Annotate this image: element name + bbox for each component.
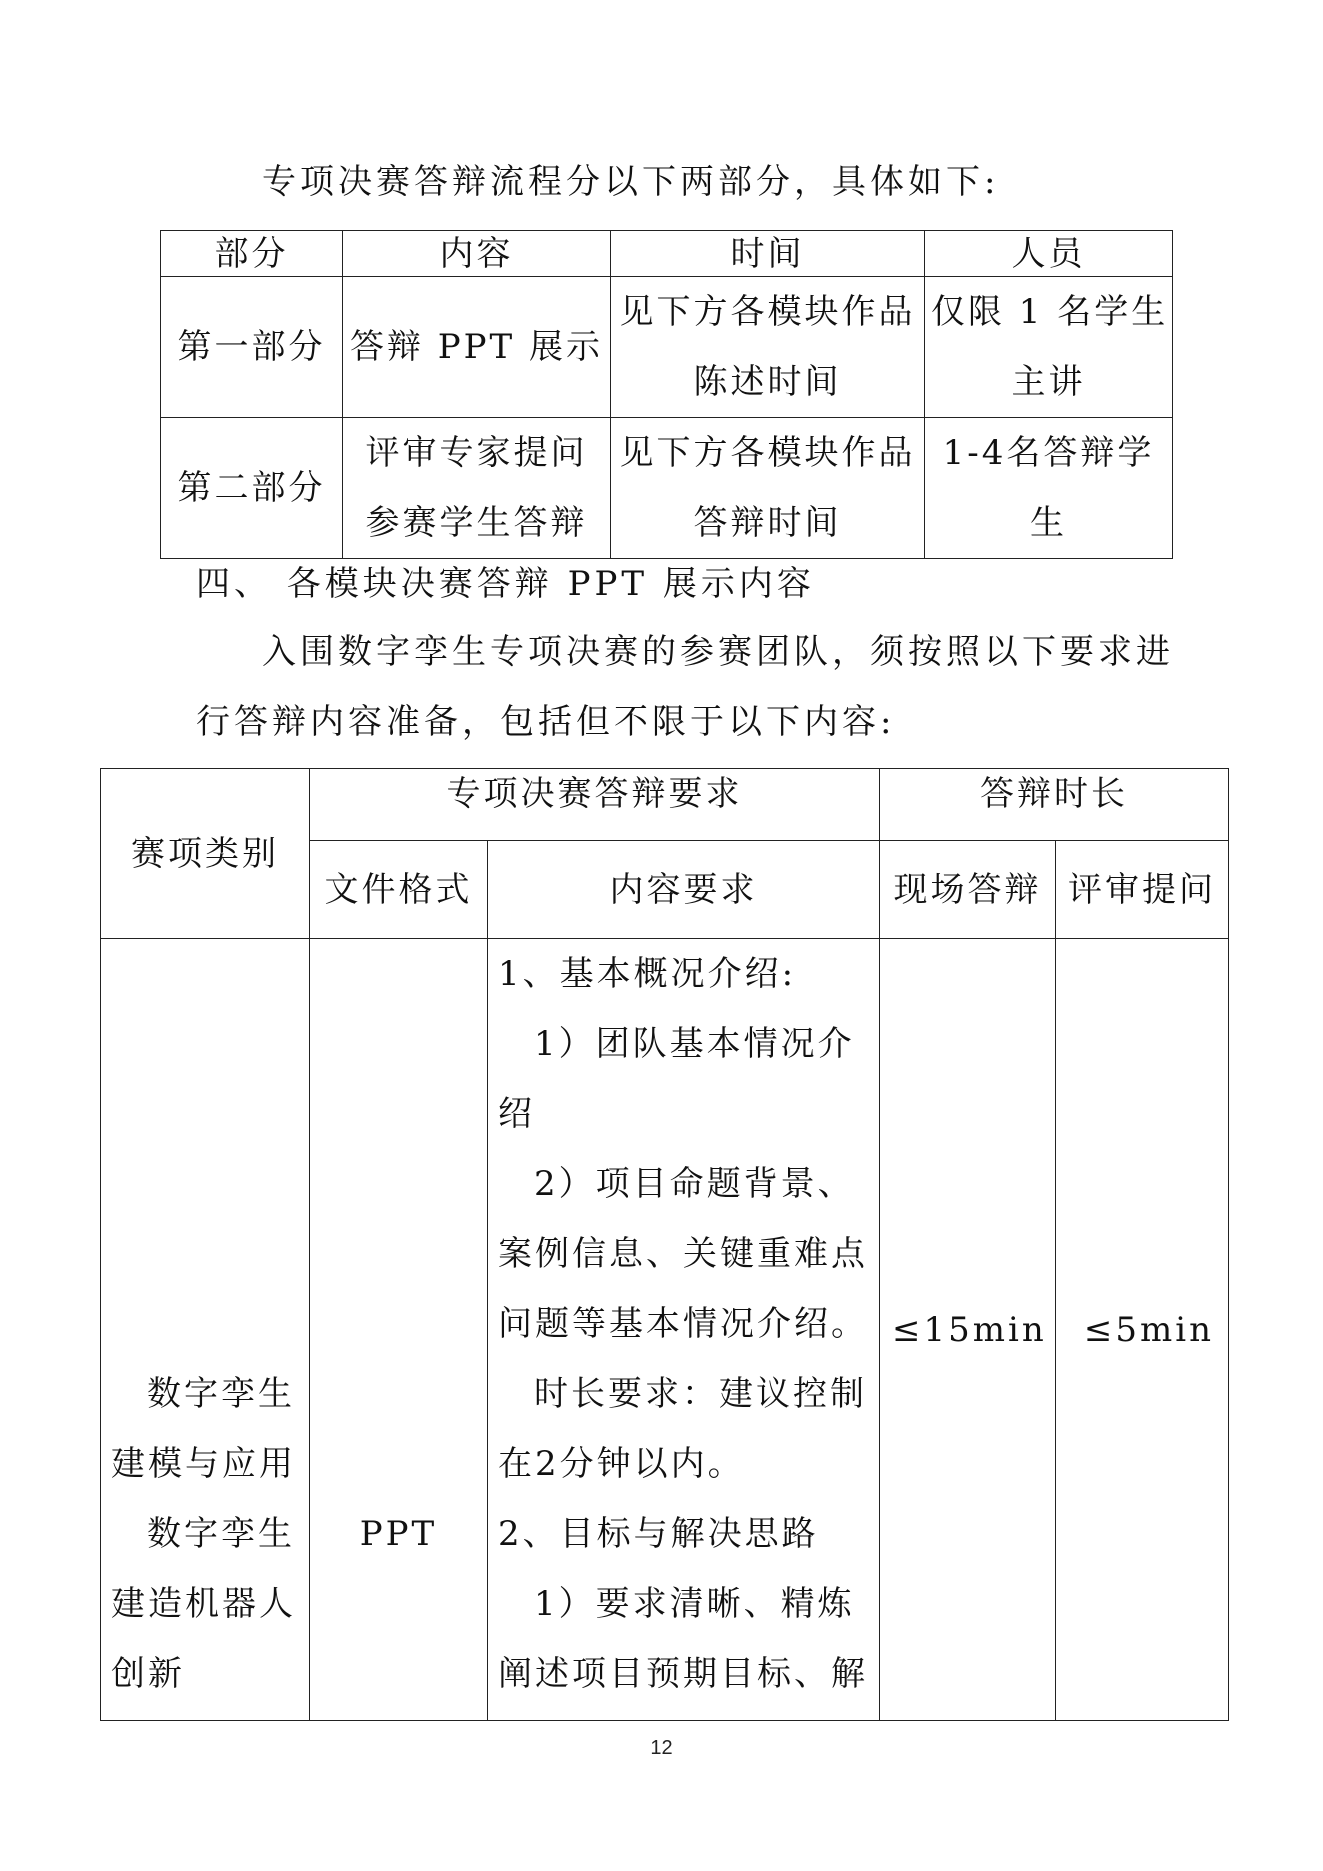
row1-time-line1: 见下方各模块作品 (619, 292, 916, 332)
header-duration-group: 答辩时长 (880, 769, 1229, 841)
content-line: 时长要求：建议控制 (534, 1374, 867, 1414)
content-line: 1、基本概况介绍: (498, 954, 797, 994)
row1-people-line1: 仅限 1 名学生 (931, 292, 1169, 332)
row1-time (611, 277, 925, 418)
row2-people-line2: 生 (1030, 503, 1067, 543)
category-line3: 数字孪生 (147, 1514, 295, 1554)
row1-people-line2: 主讲 (1011, 362, 1086, 402)
header-format: 文件格式 (310, 841, 488, 939)
category-line5: 创新 (111, 1654, 185, 1694)
row2-time-line2: 答辩时间 (693, 503, 842, 543)
category-cell (101, 939, 310, 1721)
content-requirements-cell (488, 939, 880, 1721)
process-table-row (161, 277, 1173, 418)
content-line: 2、目标与解决思路 (498, 1514, 819, 1554)
row1-content: 答辩 PPT 展示 (343, 277, 611, 418)
row2-time (611, 418, 925, 559)
section4-paragraph-line1: 入围数字孪生专项决赛的参赛团队，须按照以下要求进 (262, 632, 1174, 672)
process-table (160, 230, 1173, 559)
section4-paragraph-line2: 行答辩内容准备，包括但不限于以下内容: (196, 702, 896, 742)
row2-content-line1: 评审专家提问 (365, 433, 588, 473)
format-cell: PPT (310, 939, 488, 1721)
content-line: 在2分钟以内。 (498, 1444, 745, 1484)
header-content-req: 内容要求 (488, 841, 880, 939)
review-duration-cell: ≤5min (1056, 939, 1229, 1721)
header-people: 人员 (925, 231, 1173, 277)
process-table-header-row (161, 231, 1173, 277)
header-review: 评审提问 (1056, 841, 1229, 939)
category-line4: 建造机器人 (111, 1584, 296, 1624)
category-line2: 建模与应用 (111, 1444, 296, 1484)
header-onsite: 现场答辩 (880, 841, 1056, 939)
row2-people (925, 418, 1173, 559)
requirements-table (100, 768, 1229, 1721)
content-line: 问题等基本情况介绍。 (498, 1304, 868, 1344)
content-line: 案例信息、关键重难点 (498, 1234, 868, 1274)
row2-content-line2: 参赛学生答辩 (365, 503, 588, 543)
row2-part: 第二部分 (161, 418, 343, 559)
content-line: 2）项目命题背景、 (534, 1164, 855, 1204)
intro-paragraph: 专项决赛答辩流程分以下两部分，具体如下: (262, 162, 1000, 202)
header-part: 部分 (161, 231, 343, 277)
header-content: 内容 (343, 231, 611, 277)
header-category: 赛项类别 (101, 769, 310, 939)
header-requirements-group: 专项决赛答辩要求 (310, 769, 880, 841)
content-line: 绍 (498, 1094, 535, 1134)
process-table-row (161, 418, 1173, 559)
row2-time-line1: 见下方各模块作品 (619, 433, 916, 473)
content-line: 1）要求清晰、精炼 (534, 1584, 855, 1624)
section4-heading: 四、 各模块决赛答辩 PPT 展示内容 (196, 564, 815, 604)
page-number: 12 (650, 1737, 673, 1759)
requirements-row (101, 939, 1229, 1721)
requirements-group-header-row (101, 769, 1229, 841)
category-line1: 数字孪生 (147, 1374, 295, 1414)
row1-time-line2: 陈述时间 (693, 362, 842, 402)
row2-content (343, 418, 611, 559)
onsite-duration-cell: ≤15min (880, 939, 1056, 1721)
row1-part: 第一部分 (161, 277, 343, 418)
header-time: 时间 (611, 231, 925, 277)
content-line: 1）团队基本情况介 (534, 1024, 855, 1064)
content-line: 阐述项目预期目标、解 (498, 1654, 868, 1694)
row2-people-line1: 1-4名答辩学 (942, 433, 1155, 473)
row1-people (925, 277, 1173, 418)
